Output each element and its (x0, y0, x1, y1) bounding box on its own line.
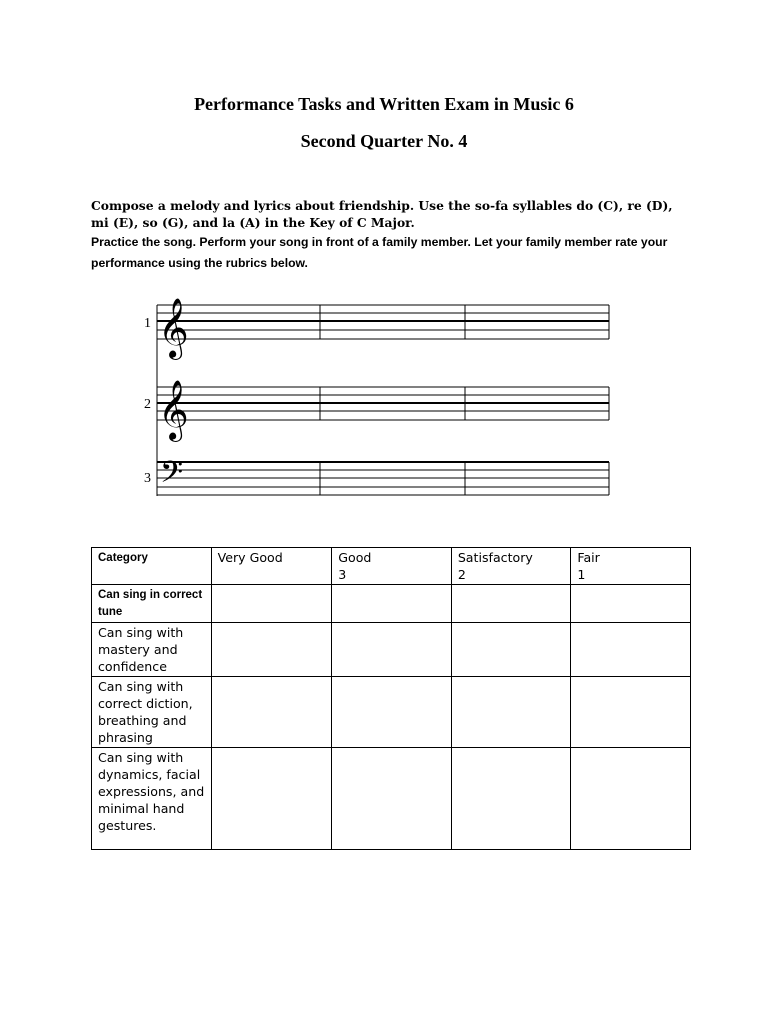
rating-cell[interactable] (332, 585, 452, 623)
bass-clef-icon: 𝄢 (160, 456, 184, 497)
instruction-practice: Practice the song. Perform your song in front of a family member. Let your family member rate your performance using the rubrics below. (91, 235, 668, 270)
staff-number-3: 3 (144, 471, 151, 486)
level-score: 2 (457, 567, 466, 582)
level-label: Fair (577, 550, 600, 565)
rating-cell[interactable] (571, 623, 691, 677)
level-score: 1 (577, 567, 586, 582)
treble-clef-icon: 𝄞 (158, 380, 189, 440)
level-label: Good (338, 550, 372, 565)
rating-cell[interactable] (451, 677, 571, 748)
treble-clef-icon: 𝄞 (158, 298, 189, 358)
staff-3 (157, 462, 609, 495)
header-level-good (332, 548, 452, 585)
rating-cell[interactable] (571, 585, 691, 623)
header-level-fair (571, 548, 691, 585)
rating-cell[interactable] (211, 623, 332, 677)
level-label: Very Good (217, 550, 283, 565)
rating-cell[interactable] (451, 623, 571, 677)
rubric-table (91, 547, 691, 850)
table-row (92, 585, 691, 623)
table-row (92, 623, 691, 677)
table-row (92, 677, 691, 748)
rating-cell[interactable] (332, 748, 452, 850)
rating-cell[interactable] (211, 585, 332, 623)
rating-cell[interactable] (571, 748, 691, 850)
table-row (92, 748, 691, 850)
instruction-compose: Compose a melody and lyrics about friendship. Use the so-fa syllables do (C), re (D), mi (E), so (G), and la (A) in the Key of C Major. (91, 198, 673, 230)
rating-cell[interactable] (211, 677, 332, 748)
staff-1 (157, 305, 609, 339)
header-level-satisfactory (451, 548, 571, 585)
header-category: Category (92, 548, 212, 585)
rating-cell[interactable] (332, 623, 452, 677)
page-title: Performance Tasks and Written Exam in Music 6 (194, 94, 574, 114)
rating-cell[interactable] (571, 677, 691, 748)
rating-cell[interactable] (451, 585, 571, 623)
page-subtitle: Second Quarter No. 4 (300, 131, 468, 151)
row-category: Can sing in correct tune (92, 585, 212, 623)
row-category: Can sing with mastery and confidence (92, 623, 212, 677)
rating-cell[interactable] (451, 748, 571, 850)
level-score: 3 (338, 567, 347, 582)
staff-2 (157, 387, 609, 420)
rating-cell[interactable] (332, 677, 452, 748)
staff-number-1: 1 (144, 316, 151, 331)
staff-number-2: 2 (144, 397, 151, 412)
rubric-header-row (92, 548, 691, 585)
header-level-very-good (211, 548, 332, 585)
rating-cell[interactable] (211, 748, 332, 850)
row-category: Can sing with correct diction, breathing and phrasing (92, 677, 212, 748)
row-category: Can sing with dynamics, facial expressions, and minimal hand gestures. (92, 748, 212, 850)
level-label: Satisfactory (457, 550, 533, 565)
